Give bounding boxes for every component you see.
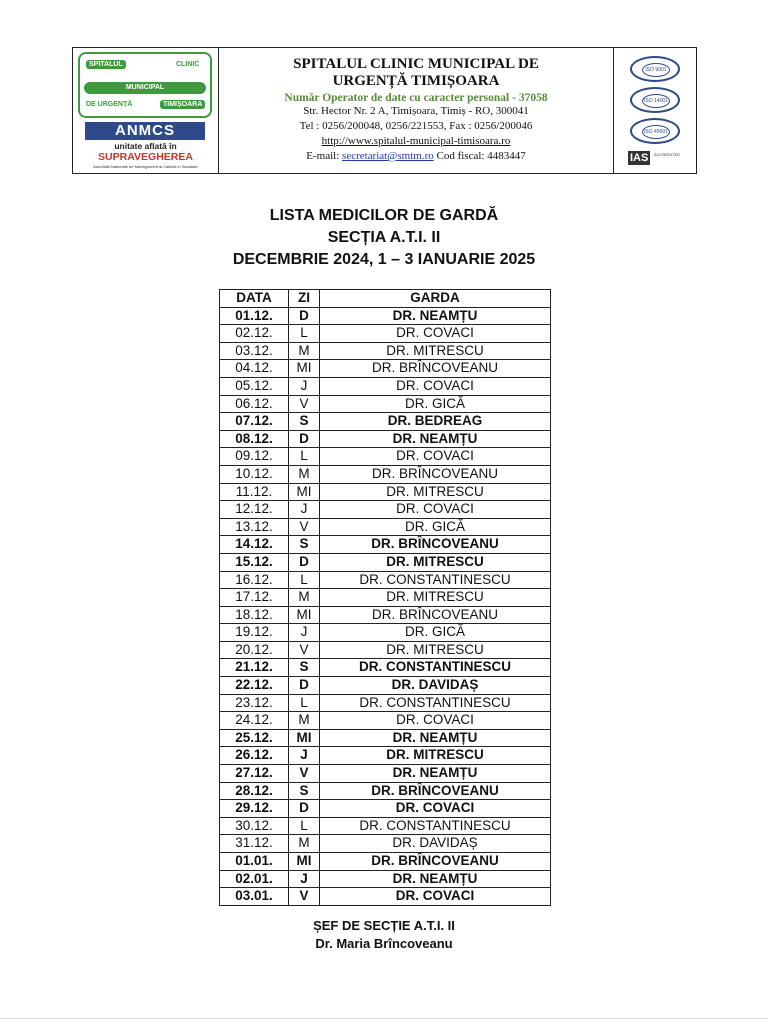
- cell-day: MI: [289, 606, 320, 624]
- ias-accredited-text: ACCREDITED: [654, 152, 681, 157]
- cell-day: L: [289, 694, 320, 712]
- signature-name: Dr. Maria Brîncoveanu: [315, 936, 453, 951]
- table-row: [220, 307, 551, 325]
- cell-day: S: [289, 536, 320, 554]
- cell-date: 29.12.: [220, 800, 289, 818]
- page-edge-divider: [0, 1018, 768, 1019]
- cell-date: 21.12.: [220, 659, 289, 677]
- table-row: [220, 325, 551, 343]
- cell-doctor: DR. MITRESCU: [320, 483, 551, 501]
- cell-date: 20.12.: [220, 641, 289, 659]
- cell-day: S: [289, 413, 320, 431]
- cell-date: 16.12.: [220, 571, 289, 589]
- cell-doctor: DR. CONSTANTINESCU: [320, 817, 551, 835]
- table-row: [220, 483, 551, 501]
- table-row: [220, 641, 551, 659]
- table-header-row: [220, 290, 551, 308]
- header-duty: GARDA: [320, 290, 551, 308]
- cell-date: 31.12.: [220, 835, 289, 853]
- cell-doctor: DR. COVACI: [320, 325, 551, 343]
- anmcs-supervision: SUPRAVEGHEREA: [98, 151, 193, 163]
- cell-doctor: DR. CONSTANTINESCU: [320, 694, 551, 712]
- cell-doctor: DR. DAVIDAȘ: [320, 677, 551, 695]
- table-row: [220, 606, 551, 624]
- hospital-logo: [78, 52, 212, 118]
- iso-9001-label: ISO 9001: [642, 63, 670, 77]
- cell-day: J: [289, 870, 320, 888]
- cell-date: 11.12.: [220, 483, 289, 501]
- cell-date: 26.12.: [220, 747, 289, 765]
- anmcs-subtitle: unitate aflată în: [114, 141, 177, 151]
- table-row: [220, 694, 551, 712]
- cell-date: 13.12.: [220, 518, 289, 536]
- table-row: [220, 518, 551, 536]
- logo-word-urgenta: DE URGENȚĂ: [86, 101, 133, 108]
- cell-date: 28.12.: [220, 782, 289, 800]
- table-row: [220, 377, 551, 395]
- cell-date: 09.12.: [220, 448, 289, 466]
- table-row: [220, 888, 551, 906]
- cell-doctor: DR. GICĂ: [320, 518, 551, 536]
- table-row: [220, 342, 551, 360]
- cell-day: MI: [289, 729, 320, 747]
- cell-day: V: [289, 765, 320, 783]
- cell-day: D: [289, 553, 320, 571]
- cell-date: 03.12.: [220, 342, 289, 360]
- cell-date: 22.12.: [220, 677, 289, 695]
- cell-doctor: DR. MITRESCU: [320, 589, 551, 607]
- cell-date: 01.12.: [220, 307, 289, 325]
- cell-day: M: [289, 712, 320, 730]
- hospital-phone: Tel : 0256/200048, 0256/221553, Fax : 0256/200046: [299, 120, 533, 132]
- cell-date: 24.12.: [220, 712, 289, 730]
- cell-date: 03.01.: [220, 888, 289, 906]
- cell-doctor: DR. DAVIDAȘ: [320, 835, 551, 853]
- cell-date: 02.01.: [220, 870, 289, 888]
- cell-day: MI: [289, 853, 320, 871]
- table-row: [220, 870, 551, 888]
- table-row: [220, 589, 551, 607]
- cell-doctor: DR. COVACI: [320, 377, 551, 395]
- table-row: [220, 413, 551, 431]
- signature-role: ȘEF DE SECȚIE A.T.I. II: [313, 918, 455, 933]
- table-row: [220, 765, 551, 783]
- table-row: [220, 536, 551, 554]
- iso-14001-seal-icon: [630, 87, 680, 113]
- table-row: [220, 571, 551, 589]
- cell-date: 27.12.: [220, 765, 289, 783]
- table-row: [220, 782, 551, 800]
- iso-45001-seal-icon: [630, 118, 680, 144]
- table-row: [220, 395, 551, 413]
- cell-date: 05.12.: [220, 377, 289, 395]
- table-body: [220, 307, 551, 905]
- cell-day: MI: [289, 483, 320, 501]
- cell-date: 18.12.: [220, 606, 289, 624]
- fiscal-code: Cod fiscal: 4483447: [436, 150, 526, 162]
- table-row: [220, 501, 551, 519]
- title-line-3: DECEMBRIE 2024, 1 – 3 IANUARIE 2025: [232, 251, 536, 268]
- hospital-name-line2: URGENȚĂ TIMIȘOARA: [332, 73, 500, 89]
- cell-day: L: [289, 817, 320, 835]
- cell-doctor: DR. CONSTANTINESCU: [320, 571, 551, 589]
- cell-doctor: DR. MITRESCU: [320, 342, 551, 360]
- cell-date: 08.12.: [220, 430, 289, 448]
- cell-day: M: [289, 342, 320, 360]
- cell-date: 25.12.: [220, 729, 289, 747]
- cell-doctor: DR. MITRESCU: [320, 641, 551, 659]
- cell-day: J: [289, 377, 320, 395]
- cell-doctor: DR. NEAMȚU: [320, 307, 551, 325]
- cell-day: M: [289, 835, 320, 853]
- table-row: [220, 853, 551, 871]
- cell-day: D: [289, 800, 320, 818]
- cell-doctor: DR. BRÎNCOVEANU: [320, 465, 551, 483]
- cell-day: D: [289, 677, 320, 695]
- cell-doctor: DR. BEDREAG: [320, 413, 551, 431]
- cell-doctor: DR. NEAMȚU: [320, 765, 551, 783]
- cell-doctor: DR. COVACI: [320, 712, 551, 730]
- cell-day: L: [289, 571, 320, 589]
- cell-day: D: [289, 307, 320, 325]
- cell-doctor: DR. BRÎNCOVEANU: [320, 536, 551, 554]
- title-line-2: SECȚIA A.T.I. II: [327, 229, 441, 246]
- iso-45001-label: ISO 45001: [642, 125, 670, 139]
- table-row: [220, 465, 551, 483]
- ias-accredited-logo: IAS: [630, 152, 649, 164]
- cell-doctor: DR. BRÎNCOVEANU: [320, 360, 551, 378]
- cell-day: J: [289, 501, 320, 519]
- logo-tag-timisoara: TIMIȘOARA: [160, 100, 205, 109]
- logo-word-clinic: CLINIC: [176, 61, 200, 68]
- cell-day: L: [289, 448, 320, 466]
- website-link[interactable]: http://www.spitalul-municipal-timisoara.ro: [321, 135, 511, 147]
- cell-date: 30.12.: [220, 817, 289, 835]
- cell-doctor: DR. BRÎNCOVEANU: [320, 606, 551, 624]
- cell-doctor: DR. BRÎNCOVEANU: [320, 853, 551, 871]
- hospital-name-line1: SPITALUL CLINIC MUNICIPAL DE: [293, 56, 539, 72]
- cell-day: V: [289, 888, 320, 906]
- anmcs-fineprint: Autoritatii Nationale de Management al Calitatii in Sanatate: [93, 164, 198, 169]
- table-row: [220, 817, 551, 835]
- cell-doctor: DR. GICĂ: [320, 395, 551, 413]
- table-row: [220, 624, 551, 642]
- table-row: [220, 659, 551, 677]
- logo-bar-municipal: MUNICIPAL: [84, 82, 206, 94]
- cell-day: S: [289, 659, 320, 677]
- header-day: ZI: [289, 290, 320, 308]
- table-row: [220, 677, 551, 695]
- cell-date: 12.12.: [220, 501, 289, 519]
- header-date: DATA: [220, 290, 289, 308]
- cell-day: M: [289, 465, 320, 483]
- cell-doctor: DR. COVACI: [320, 800, 551, 818]
- table-row: [220, 360, 551, 378]
- cell-day: J: [289, 624, 320, 642]
- hospital-logo-block: [73, 48, 219, 173]
- table-row: [220, 747, 551, 765]
- cell-date: 19.12.: [220, 624, 289, 642]
- title-line-1: LISTA MEDICILOR DE GARDĂ: [269, 207, 499, 224]
- cell-date: 07.12.: [220, 413, 289, 431]
- cell-day: V: [289, 641, 320, 659]
- iso-9001-seal-icon: [630, 56, 680, 82]
- hospital-info: [219, 48, 614, 173]
- anmcs-logo: ANMCS: [85, 122, 205, 140]
- data-operator-number: Număr Operator de date cu caracter personal - 37058: [284, 92, 548, 104]
- cell-doctor: DR. MITRESCU: [320, 747, 551, 765]
- table-row: [220, 729, 551, 747]
- cell-doctor: DR. NEAMȚU: [320, 870, 551, 888]
- iso-14001-label: ISO 14001: [642, 94, 670, 108]
- cell-date: 14.12.: [220, 536, 289, 554]
- table-row: [220, 430, 551, 448]
- cell-day: J: [289, 747, 320, 765]
- hospital-address: Str. Hector Nr. 2 A, Timișoara, Timiș - RO, 300041: [303, 105, 529, 117]
- cell-date: 02.12.: [220, 325, 289, 343]
- cell-doctor: DR. GICĂ: [320, 624, 551, 642]
- cell-doctor: DR. MITRESCU: [320, 553, 551, 571]
- cell-day: D: [289, 430, 320, 448]
- cell-day: S: [289, 782, 320, 800]
- cell-doctor: DR. NEAMȚU: [320, 430, 551, 448]
- cell-date: 01.01.: [220, 853, 289, 871]
- cell-doctor: DR. COVACI: [320, 501, 551, 519]
- cell-date: 15.12.: [220, 553, 289, 571]
- document-header: [72, 47, 697, 174]
- cell-day: M: [289, 589, 320, 607]
- cell-date: 04.12.: [220, 360, 289, 378]
- cell-doctor: DR. COVACI: [320, 888, 551, 906]
- cell-date: 10.12.: [220, 465, 289, 483]
- cell-doctor: DR. COVACI: [320, 448, 551, 466]
- duty-roster-table: [219, 289, 551, 906]
- table-row: [220, 448, 551, 466]
- certification-block: [614, 48, 696, 173]
- email-link[interactable]: secretariat@smtm.ro: [342, 150, 434, 162]
- cell-day: MI: [289, 360, 320, 378]
- cell-date: 06.12.: [220, 395, 289, 413]
- table-row: [220, 553, 551, 571]
- cell-doctor: DR. NEAMȚU: [320, 729, 551, 747]
- cell-doctor: DR. CONSTANTINESCU: [320, 659, 551, 677]
- cell-doctor: DR. BRÎNCOVEANU: [320, 782, 551, 800]
- cell-day: V: [289, 395, 320, 413]
- email-label: E-mail:: [306, 150, 340, 162]
- table-row: [220, 712, 551, 730]
- table-row: [220, 800, 551, 818]
- cell-day: L: [289, 325, 320, 343]
- logo-tag-spitalul: SPITALUL: [86, 60, 126, 69]
- cell-date: 23.12.: [220, 694, 289, 712]
- table-row: [220, 835, 551, 853]
- cell-day: V: [289, 518, 320, 536]
- cell-date: 17.12.: [220, 589, 289, 607]
